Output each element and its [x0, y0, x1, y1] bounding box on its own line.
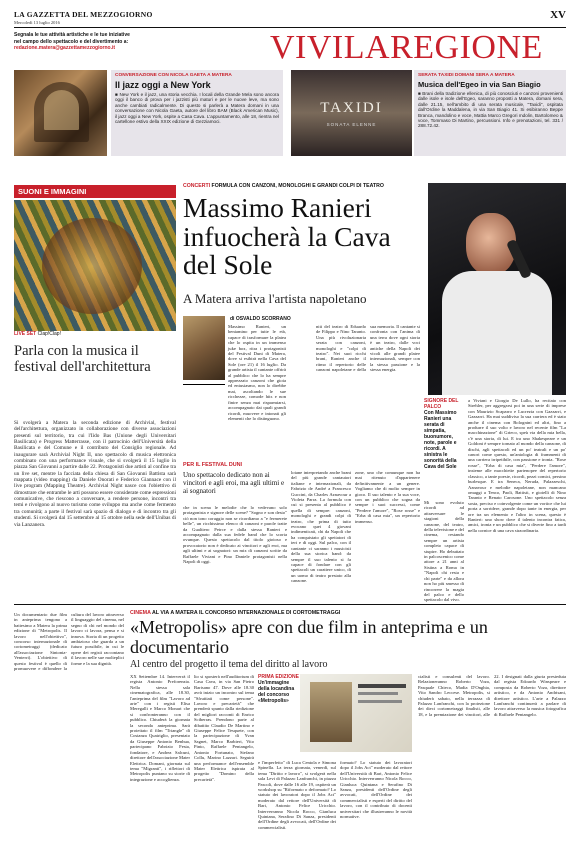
jazz-kicker: CONVERSAZIONE CON NICOLA GAETA A MATERA: [115, 73, 232, 78]
metropolis-col-5: formato? Lo statuto dei lavoratori dopo il Jobs Act" moderato dal rettore dell'Università di Bari, Antonio Felice Uricchio. Interverranno Nicola Rocco, Gianluca Quintana e Serafino Di Sanza, presidenti dell'Ordine degli avvocati, dell'Ordine dei commercialisti e esperti del diritto del lavoro, con il contributo di docenti universitari che illustreranno le novità normative.: [340, 760, 412, 820]
metropolis-col-2: XX Settembre 14. Interverrà il regista Antonio Preforenzia. Nella stessa sala cinematografica, alle 18.30, l'anteprima del film "Lavoro ad arte" con i registi Elisa Meregalli e Marco Monari che si confronteranno con il pubblico. Chiuderà la giornata la seconda anteprima. Sarà proiettato il film "Triangle" di Costanza Quatriglio, presentato da Giuseppe Antonio Benhua, partecipano Fabrizio Festa, fondatore, e Andrea Salcuni, direttore dell'associazione Mater Elettrica. Domani, giornata sul tema "Migranti", i riflettori di Metropolis puntano su storie di integrazione e accoglienza.: [130, 674, 190, 782]
jazz-article: [111, 70, 283, 156]
divider: [183, 384, 225, 385]
live-set-label: LIVE SET: [14, 331, 37, 337]
suoni-headline: Parla con la musica il festival dell'architettura: [14, 343, 151, 375]
metropolis-col-1: Un documentario due film in anteprima tengono a battesimo a Matera la prima edizione di "Metropolis. Il lavoro nell'obiettivo", concorso internazionale di cortometraggi (dedicato all'associazione Sintonia-Venterri). L'obiettivo di questo festival è quello di promuovere e diffondere la cultura del lavoro attraverso il linguaggio del cinema, nel segno di chi nel mondo del lavoro ci lavora, pensa e si innova. Storia di un progetto ambizioso che guarda a un futuro possibile, in cui le opere dei registi raccontano il lavoro nelle sue molteplici forme e la sua dignità.: [14, 612, 124, 672]
ranieri-subtitle: A Matera arriva l'artista napoletano: [183, 291, 367, 306]
ranieri-caption: [424, 398, 464, 498]
ranieri-col-4: zone, uno che comunque non ha mai ritenuto d'appartenere definitivamente a un genere. Vogliamo che di molto sempre in gioco. Il suo talento e la sua voce, con un pubblico che sogna da sempre i suoi successi, come "Perdere l'amore", "Rose rosse" e "Erba di casa mia", un repertorio immenso.: [355, 470, 420, 524]
promo-email[interactable]: redazione.matera@gazzettamezzogiorno.it: [14, 45, 116, 51]
jazz-photo: [14, 70, 107, 156]
ranieri-photo: [428, 183, 566, 395]
metropolis-col-3: lio si sposterà nell'auditorium di Casa Cava, in via San Pietro Barisano 47. Dove alle 18.30 avrà inizio un incontro sul tema "Sfruttiati come persone". Lavoro e precarietà" che prenderà spunto dalla riedizione del migliori racconti di Enrico Sciberras. Prendono parte al dibattito Claudio De Martino e Giuseppe Felice Tesquete, con la partecipazione di Yvan Sagnet, Marco Barbieri, Vito Pinto, Raffaele Pentangelo, Antonio Fortunato, Stefano Collu, Marino Lazzari. Seguirà una performance dell'ensemble Mater Elettrica ispirata al progetto "Domino della precarietà".: [194, 674, 254, 782]
ranieri-byline: di OSVALDO SCORRANO: [230, 316, 291, 322]
promo-line-2: nel campo dello spettacolo e del divertimento a:: [14, 38, 129, 45]
ranieri-caption-title: SIGNORE DEL PALCO: [424, 398, 459, 410]
duni-sidebar-label: PER IL FESTIVAL DUNI: [183, 462, 243, 468]
cava-photo: [183, 316, 225, 380]
ranieri-kicker: [183, 183, 384, 189]
newspaper-name: LA GAZZETTA DEL MEZZOGIORNO: [14, 10, 153, 19]
ranieri-caption-text: Con Massimo Ranieri una serata di simpatia, buonumore, note, parole e ricordi. A sinistra le sonorità della Cava del Sole: [424, 410, 457, 470]
section-rule: [14, 604, 566, 605]
suoni-label: SUONI E IMMAGINI: [14, 185, 176, 198]
metropolis-kicker-label: CINEMA: [130, 610, 151, 616]
ranieri-headline: Massimo Ranieri infuocherà la Cava del Sole: [183, 192, 391, 280]
issue-date: Mercoledì 13 luglio 2016: [14, 20, 60, 25]
metropolis-poster: [300, 674, 412, 752]
metropolis-subtitle: Al centro del progetto il tema del diritto al lavoro: [130, 659, 328, 670]
metropolis-headline: «Metropolis» apre con due film in anteprima e un documentario: [130, 617, 488, 657]
metropolis-col-6: cialisti e consulenti del lavoro. Relazioneranno Roberto Voza, Pasquale Chieco, Madia D'Onghia, Vito Sandro Leccese. Metropolis, si chiuderà sabato, nella terrazza di Palazzo Lanfranchi, con la proiezione dei dieci cortometraggi finalisti, alle 18, e la premiazione dei vincitori, alle 22. I designati dalla giuria presieduta dal regista Edoardo Winspeare e composta da Roberto Voza, direttore artistico, e da Antonio Andrisani, direttore artistico. L'arte a Palazzo Lanfranchi continuerà a parlare di lavoro attraverso la musica fotografica di Raffaele Pentangelo.: [418, 674, 566, 717]
promo-line-1: Segnala le tue attività artistiche e le tue iniziative: [14, 32, 130, 38]
section-title: VIVILAREGIONE: [270, 29, 543, 66]
ranieri-kicker-label: CONCERTI: [183, 183, 211, 189]
ranieri-kicker-text: FORMULA CON CANZONI, MONOLOGHI E GRANDI COLPI DI TEATRO: [211, 183, 384, 189]
ranieri-col-1b: che in scena le melodie che lo vedevano solo protagonista e signore delle scene? "Sogno e son desto" ciò non tono coraggio non se ricordiamo a "e fermerete belle", un ricchissimo elenco di canzoni e parole tratte da Gualtiero Peirce e dalla stessa Ranieri e accompagnato dalla sua fedele band che lo scorta ovunque. Questo spettacolo dal titolo gioioso e provocatorio non è dedicato ai vincitori e agli eroi, ma agli ultimi e ai sognatori: un mix di canzoni scritte da Raffaele Viviani e Pino Daniele protagonisti nella Napoli di oggi.: [183, 505, 287, 565]
live-set-text: Clap!Clap!: [37, 331, 61, 337]
taxidi-cover: [291, 70, 412, 156]
ranieri-col-2: lotane interpretando anche brani del più grande cantautori italiane e internazionali, da Fabrizio de André a Francesco Guccini, da Charles Aznavour a Violeta Parra. La formula con cui si presenta al pubblico è quella di sempre: canzoni, monologhi e grandi colpi di teatro, che prima di tutto evocano quei 4 giovani indimenticati, chi da Napoli che ha conquistato gli spettatori di ieri e di oggi. Sul palco, con il cantante ci saranno i musicisti della sua storica band: da sempre il suo talento si fa capace di fondare con gli spettacoli un carattere unico, di un uomo di teatro prestato alla canzone.: [291, 470, 351, 584]
metropolis-kicker: [130, 610, 340, 616]
taxidi-cover-subtitle: SONATA ELENNE: [326, 122, 377, 127]
metropolis-col-4: e l'imperfetto" di Luca Centola e Simona Spinella. La terza giornata, venerdì, sul tema "Diritto e lavoro", si svolgerà nella sala Levi di Palazzo Lanfranchi, in piazza Pascoli, dove dalle 16 alle 19, ospiterà un workshop su "Riformato o deformato? Lo statuto dei lavoratori dopo il Jobs Act" moderato dal rettore dell'Università di Bari, Antonio Felice Uricchio. Interverranno Nicola Rocco, Gianluca Quintana, Serafino Di Sanza, presidenti dell'Ordine degli avvocati, dell'Ordine dei commercialisti.: [258, 760, 336, 830]
metropolis-caption-title: PRIMA EDIZIONE: [258, 674, 299, 680]
suoni-body: Si svolgerà a Matera la seconda edizione di Archivial, festival dell'architettura, organizzato in collaborazione con diverse associazioni presenti sul territorio, tra cui l'Iido Bas (Unione degli Universitari Basilicata) e Progress Matterrasse, con il patrocinio dell'Università della Basilicata e del Comune e il contributo del Consiglio regionale. Ad inaugurare sarà Archivial Night II, uno spettacolo di musica elettronica combinato con una performance visuale, che si svolgerà il 15 luglio in piazza San Giovanni a partire dalle 22. Protagonisti due artisti al confine tra un live set, mentre la facciata della chiesa di San Giovanni Battista sarà mappata (video mapping) da Daniele Onorati e Federico Giannace con il live program (Mapping Theatre). Archivial Night nasce con l'obiettivo di dimostrare che entrambe le arti possono essere considerate come espressioni comunicative, che riescono a conversare, a rendere persone, incontri tra temi e rivolgono al nuovo turismo come sviluppo ma anche come fermento tra comunità; a parte il festival sarà spazio di dialogo e di incontro tra gli studenti. Si svolgerà dal 15 settembre al 15 ottobre nella sede dell'Unibas di via Lanzanera.: [14, 420, 176, 528]
duni-sidebar-text: Uno spettacolo dedicato non ai vincitori e agli eroi, ma agli ultimi e ai sognatori: [183, 471, 285, 496]
promo-box: [14, 32, 234, 52]
live-set-caption: [14, 331, 61, 337]
jazz-headline: Il jazz oggi a New York: [115, 80, 211, 90]
taxidi-article: [414, 70, 566, 156]
masthead: [14, 10, 566, 22]
metropolis-caption-text: Un'immagine della locandina del concorso «Metropolis»: [258, 680, 295, 704]
taxidi-body: ■ Brani della tradizione ellenica, di più conosciuti e canzoni provenienti dalle isole e isole dell'Egeo, saranno proposti a Matera, domani sera, dalle 21.15, nell'ambito di una serata musicale, "Taxidi", ospitata dall'Ordine la Maddalena, in via San Biagio 41. Si esibiranno Beppe Branca, mandolino e voce, Mattia Marco Gregori mdolin, Bartolomeo & voce, Tommaso Di Martino, percussioni. Info e prenotazioni, tel. 331 / 288.72.42.: [418, 91, 563, 129]
ranieri-col-5: Mi sono evoluto ricordi ad attraversare le stagioni della canzone, del teatro, della televisione e del cinema, restando sempre un artista completo capace di stupire. Ho debuttato in palcoscenico come attore a 21 anni al Sistina a Roma in "Napoli chi resta e chi parte" e da allora non ho più smesso di rincorrere la magia del palco e dello spettacolo dal vivo.: [424, 500, 464, 603]
taxidi-kicker: SERATA TAXIDI DOMANI SERA A MATERA: [418, 73, 515, 78]
metropolis-kicker-text: AL VIA A MATERA IL CONCORSO INTERNAZIONALE DI CORTOMETRAGGI: [151, 610, 341, 616]
ranieri-col-1: Massimo Ranieri, un beniamino per tutte le età, capace di trasformare la platea che lo ospita in un immenso juke box, ritra i protagonisti del Festival Duni di Matera, dove si esibirà nella Cava del Sole (ore 21) il 16 luglio. Da grande artista il cantante offrirà al pubblico che lo ha sempre apprezzato canzoni che gioia ed entusiasmo, non lo direbbe mai, ascoltando le sue ricchezze, comode hits e non finire senza mai risparmiarsi, accompagnato dai quali grandi ricordi, muovere e intonati gli elementi che lo distinguono.: [228, 324, 286, 421]
ranieri-col-3: niti del teatro di Eduardo de Filippo e Nino Taranto. Una più rivoluzionaria serata con canzoni, monologhi e "colpi di teatro". Nei suoi ricchi brani, Ranieri anche il ritmo il repertorio delle canzoni napoletane e della sua memoria. Il cantante si confronta con l'anima di una terra dove ogni storia è un teatro, dalle voci antiche della Napoli dei vicoli alle grandi platee internazionali, sempre con la stessa passione e la stessa energia.: [316, 324, 420, 373]
jazz-body: ■ New York e il jazz, una storia vecchia. I locali della Grande Mela sono ancora oggi il banco di prova per i jazzisti più maturi e per le nuove leve, ma sono anche cambiati radicalmente. Di questo si parlerà a Matera domani in una conversazione con Nicola Gaeta, autore del libro BAM (Black American Music), il jazz oggi a New York, ospite a Casa Cava. L'appuntamento, alle 18, rientra nel cartellone estivo della XXIX edizione di Gezziamoci.: [115, 92, 279, 125]
taxidi-cover-title: TAXIDI: [320, 100, 383, 116]
ranieri-col-6: a Viviani e Giorgio De Lullo, ha recitato con Strehler, per aggregarsi poi in una serie di imprese con Maurizio Scaparro e Lucrezia con Gazzarri, e Gazzarri. Ha mai suddiviso la sua carriera ed è stato anche il cinema con Bolognini ed altri, fino a produrre il suo volto e lavoro nel recente film "La macchinazione" di Grieco, speù via della mia bella, c'è una storia, di lui. E tra uno Shakespeare e un Goldoni è sempre tornato al mondo della canzone, di dischi, agli spettacoli ed un po' teatrali e un po' canori come questo, un'antologia di frammenti di una carriera irripetibile, con passione e ironia. "Rose rosse", "Erba di casa mia", "Perdere l'amore", insieme alle macchiette partenopee del repertorio classico, a tante poesie, ricordi, pezzi comici, persino burlesque. E tra Seneca, Neruda, Palazzeschi, Aznavour e melodie napoletane, non mancano omaggi a Tenco, Paoli, Battisti, e gioielli di Nino Taranto e Renato Carosone. Uno spettacolo senza sosta, preciso e coinvolgente come un vortice che lui porta a sorridere, grande dopo tante in energia, per ore tra un elemento e l'altro in scena, questo è Ranieri: uno show dove il talento incontra fatica, amici, ironia e un pubblico che si diverte fino a tardi nella cornice di una cava straordinaria.: [468, 398, 566, 533]
live-set-photo: [14, 200, 176, 331]
page-number: XV: [550, 9, 566, 21]
taxidi-headline: Musica dell'Egeo in via San Biagio: [418, 80, 541, 89]
